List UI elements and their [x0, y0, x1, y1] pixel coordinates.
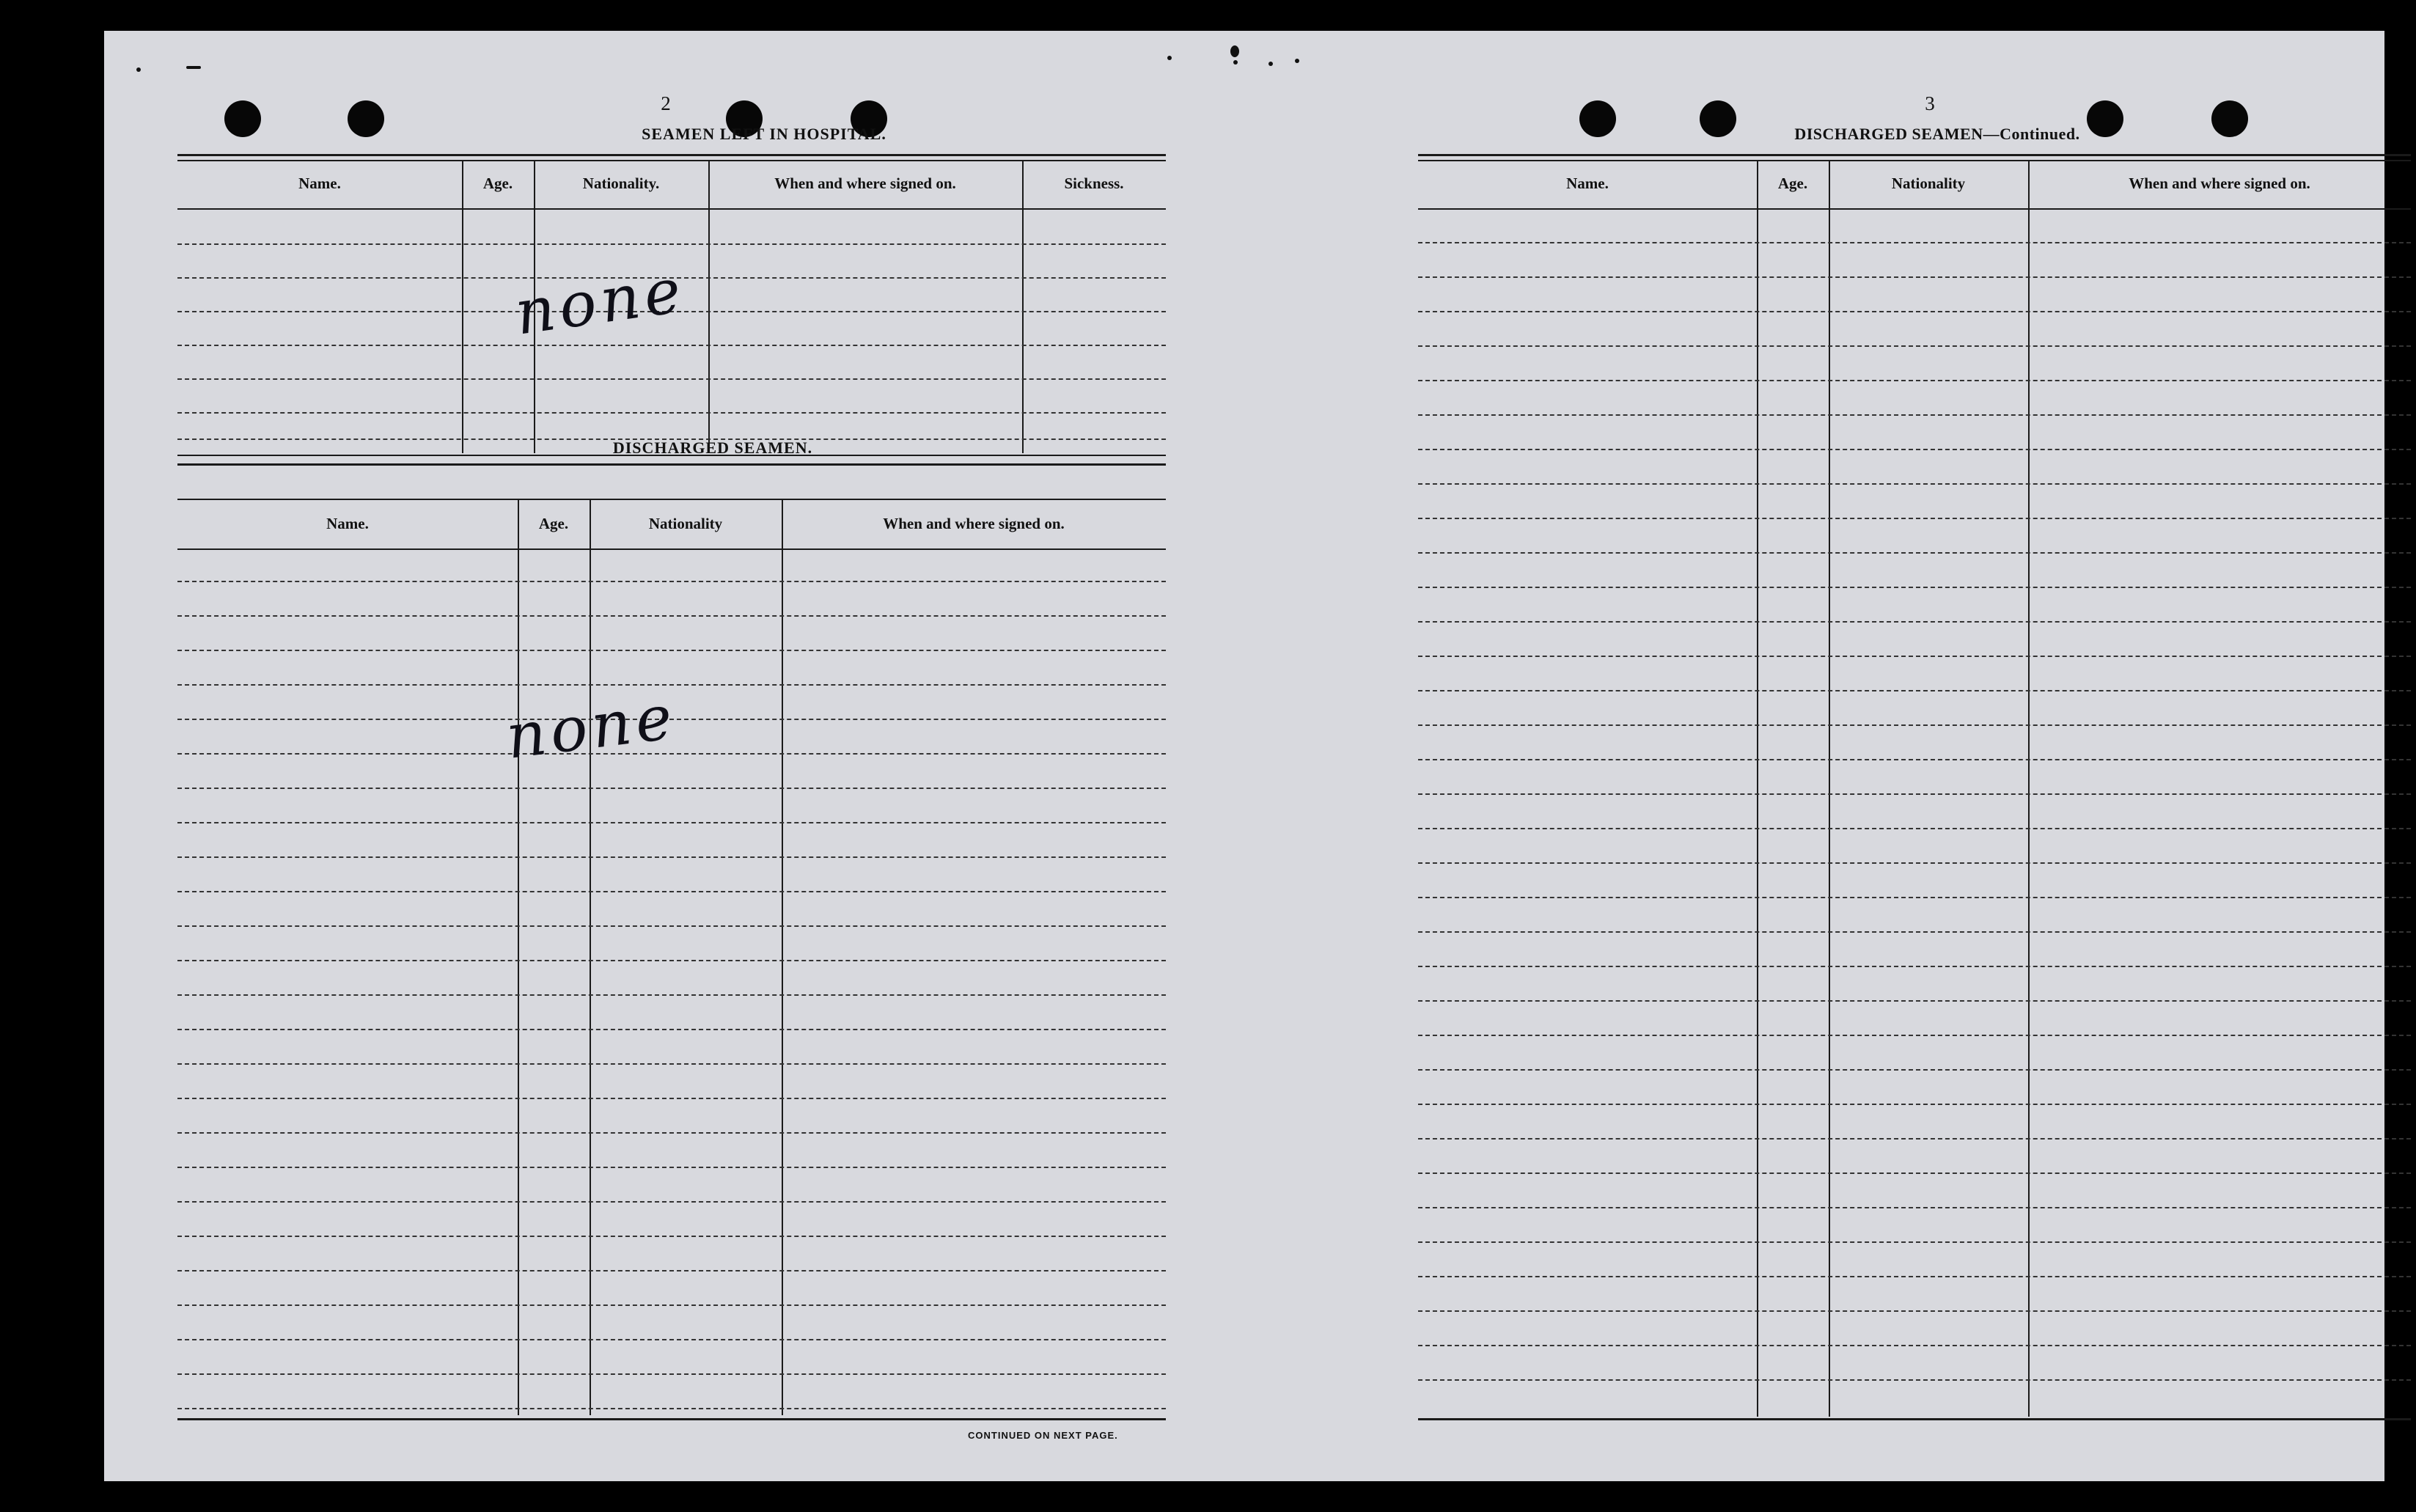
- entry-line: [177, 1063, 1166, 1065]
- rule: [177, 160, 1166, 161]
- entry-line: [1418, 1035, 2411, 1036]
- entry-line: [177, 1408, 1166, 1409]
- entry-line: [1418, 380, 2411, 381]
- rule: [177, 499, 1166, 500]
- column-header-age: Age.: [482, 175, 513, 192]
- entry-line: [177, 822, 1166, 823]
- entry-line: [177, 891, 1166, 892]
- rule: [1418, 208, 2411, 210]
- ink-speck: [1230, 45, 1239, 57]
- column-divider: [518, 500, 519, 1415]
- discharged-section-title: DISCHARGED SEAMEN.: [612, 438, 813, 457]
- entry-line: [1418, 656, 2411, 657]
- entry-line: [1418, 759, 2411, 760]
- entry-line: [1418, 345, 2411, 347]
- rule: [177, 463, 1166, 466]
- discharged-continued-title: [1681, 125, 2194, 144]
- punch-hole: [1579, 100, 1616, 137]
- rule: [177, 154, 1166, 156]
- column-header-name: Name.: [298, 175, 341, 192]
- entry-line: [1418, 1104, 2411, 1105]
- page-number: 3: [1925, 92, 1935, 114]
- entry-line: [177, 960, 1166, 961]
- entry-line: [1418, 931, 2411, 933]
- rule: [1418, 160, 2411, 161]
- entry-line: [177, 1167, 1166, 1168]
- entry-line: [1418, 1345, 2411, 1346]
- ink-speck: [186, 66, 201, 69]
- entry-line: [177, 925, 1166, 927]
- ink-speck: [1167, 56, 1172, 60]
- entry-line: [1418, 518, 2411, 519]
- entry-line: [177, 581, 1166, 582]
- hospital-section-title: SEAMEN LEFT IN HOSPITAL.: [642, 125, 886, 143]
- entry-line: [177, 1373, 1166, 1375]
- entry-line: [177, 345, 1166, 346]
- entry-line: [177, 1132, 1166, 1134]
- entry-line: [1418, 483, 2411, 485]
- punch-hole: [2211, 100, 2248, 137]
- entry-line: [1418, 690, 2411, 691]
- entry-line: [177, 1304, 1166, 1306]
- column-header-age: Age.: [1777, 175, 1808, 192]
- punch-hole: [348, 100, 384, 137]
- entry-line: [177, 1339, 1166, 1340]
- entry-line: [1418, 1172, 2411, 1174]
- entry-line: [177, 650, 1166, 651]
- column-header-signed-on: When and where signed on.: [883, 515, 1065, 532]
- entry-line: [1418, 966, 2411, 967]
- footer-note: CONTINUED ON NEXT PAGE.: [968, 1430, 1118, 1441]
- handwritten-none: none: [502, 680, 680, 773]
- ink-speck: [136, 67, 141, 72]
- rule: [1418, 154, 2411, 156]
- entry-line: [177, 1098, 1166, 1099]
- entry-line: [177, 788, 1166, 789]
- column-divider: [590, 500, 591, 1415]
- ink-speck: [1268, 62, 1273, 66]
- rule: [177, 1418, 1166, 1420]
- column-divider: [462, 161, 463, 453]
- rule: [177, 548, 1166, 550]
- entry-line: [177, 1270, 1166, 1271]
- right-page: [1248, 31, 2384, 1481]
- entry-line: [177, 856, 1166, 858]
- entry-line: [1418, 621, 2411, 623]
- entry-line: [177, 994, 1166, 996]
- column-header-signed-on: When and where signed on.: [774, 175, 956, 192]
- entry-line: [177, 1029, 1166, 1030]
- entry-line: [177, 243, 1166, 245]
- entry-line: [1418, 311, 2411, 312]
- entry-line: [177, 378, 1166, 380]
- page-number: 2: [661, 92, 671, 114]
- entry-line: [177, 753, 1166, 755]
- entry-line: [1418, 242, 2411, 243]
- entry-line: [1418, 449, 2411, 450]
- entry-line: [1418, 1241, 2411, 1243]
- entry-line: [1418, 1276, 2411, 1277]
- rule: [177, 208, 1166, 210]
- column-header-signed-on: When and where signed on.: [2129, 175, 2310, 192]
- left-page: [104, 31, 1248, 1481]
- column-header-name: Name.: [326, 515, 369, 532]
- handwritten-none: none: [510, 254, 690, 349]
- entry-line: [177, 412, 1166, 414]
- entry-line: [1418, 793, 2411, 795]
- column-divider: [1829, 161, 1830, 1417]
- column-divider: [782, 500, 783, 1415]
- column-header-age: Age.: [538, 515, 569, 532]
- column-divider: [1022, 161, 1024, 453]
- entry-line: [1418, 724, 2411, 726]
- entry-line: [1418, 897, 2411, 898]
- entry-line: [1418, 1379, 2411, 1381]
- entry-line: [1418, 1069, 2411, 1071]
- entry-line: [1418, 1207, 2411, 1208]
- entry-line: [1418, 862, 2411, 864]
- entry-line: [1418, 552, 2411, 554]
- entry-line: [1418, 1310, 2411, 1312]
- entry-line: [1418, 1000, 2411, 1002]
- column-divider: [708, 161, 710, 453]
- entry-line: [1418, 587, 2411, 588]
- entry-line: [1418, 414, 2411, 416]
- ink-speck: [1295, 59, 1299, 63]
- ink-speck: [1233, 60, 1238, 65]
- column-header-name: Name.: [1566, 175, 1609, 192]
- entry-line: [177, 615, 1166, 617]
- entry-line: [177, 1236, 1166, 1237]
- entry-line: [1418, 1138, 2411, 1139]
- column-header-nationality: Nationality: [1891, 175, 1966, 192]
- entry-line: [1418, 828, 2411, 829]
- column-header-sickness: Sickness.: [1064, 175, 1124, 192]
- entry-line: [177, 1201, 1166, 1203]
- document-sheet: [104, 31, 2384, 1481]
- column-header-nationality: Nationality: [648, 515, 723, 532]
- rule: [1418, 1418, 2411, 1420]
- discharged-continued-title-text: DISCHARGED SEAMEN—Continued.: [1794, 125, 2080, 143]
- column-divider: [2028, 161, 2030, 1417]
- column-divider: [1757, 161, 1758, 1417]
- punch-hole: [224, 100, 261, 137]
- entry-line: [1418, 276, 2411, 278]
- column-header-nationality: Nationality.: [582, 175, 660, 192]
